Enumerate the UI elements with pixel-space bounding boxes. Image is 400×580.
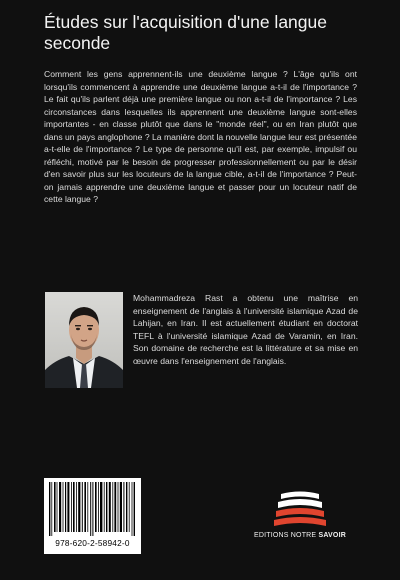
barcode-bars xyxy=(44,478,141,536)
publisher-logo xyxy=(240,490,360,550)
publisher-name-part1: EDITIONS NOTRE xyxy=(254,532,319,539)
author-portrait xyxy=(45,292,123,388)
book-stack-icon xyxy=(240,490,360,530)
barcode xyxy=(44,478,141,554)
publisher-name xyxy=(240,532,360,539)
isbn-number: 978-620-2-58942-0 xyxy=(55,538,130,548)
publisher-name-part2: SAVOIR xyxy=(318,532,346,539)
author-photo xyxy=(45,292,123,388)
book-title: Études sur l'acquisition d'une langue seconde xyxy=(44,12,327,53)
author-bio: Mohammadreza Rast a obtenu une maîtrise en enseignement de l'anglais à l'université islamique Azad de Lahijan, en Iran. Il est actuellement étudiant en doctorat TEFL à l'université islamique Azad de Varamin, en Iran. Son domaine de recherche est la littérature et sa mise en œuvre dans l'enseignement de l'anglais. xyxy=(133,293,358,366)
book-summary: Comment les gens apprennent-ils une deuxième langue ? L'âge qu'ils ont lorsqu'ils commencent à apprendre une deuxième langue a-t-il de l'importance ? Le fait qu'ils parlent déjà une première langue ou non a-t-il de l'importance ? Les circonstances dans lesquelles ils apprennent une deuxième langue sont-elles importantes - en classe plutôt que dans le "monde réel", ou en Iran plutôt que dans un pays anglophone ? La manière dont la nouvelle langue leur est présentée a-t-elle de l'importance ? Le type de personne qu'il est, par exemple, impulsif ou réfléchi, motivé par le besoin de progresser professionnellement ou par le désir d'en savoir plus sur les locuteurs de la langue cible, a-t-il de l'importance ? Peut-on jamais apprendre une deuxième langue et passer pour un locuteur natif de cette langue ? xyxy=(44,69,357,205)
